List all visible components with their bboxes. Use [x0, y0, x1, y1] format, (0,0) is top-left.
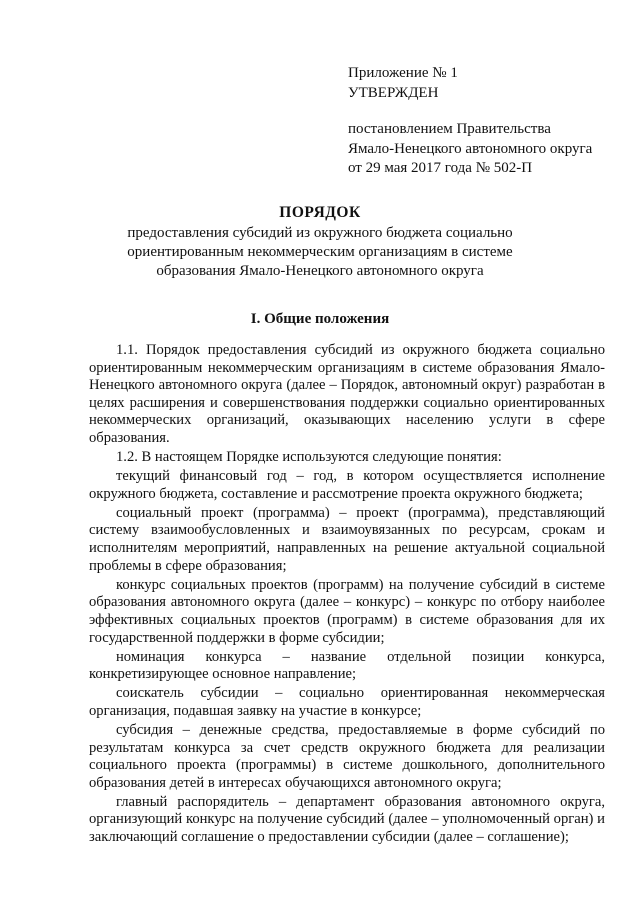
definition-nomination: номинация конкурса – название отдельной позиции конкурса, конкретизирующее основное направление;	[89, 648, 605, 683]
definition-main-manager: главный распорядитель – департамент образования автономного округа, организующий конкурс на получение субсидий (далее – уполномоченный орган) и заключающий соглашение о предоставлении субсидии (далее – соглашение);	[89, 793, 605, 846]
definition-applicant: соискатель субсидии – социально ориентированная некоммерческая организация, подавшая заявку на участие в конкурсе;	[89, 685, 605, 719]
body-text	[89, 342, 605, 848]
document-subtitle	[100, 224, 540, 281]
subtitle-line-3: образования Ямало-Ненецкого автономного округа	[156, 263, 484, 279]
section-heading: I. Общие положения	[250, 311, 390, 327]
definition-contest: конкурс социальных проектов (программ) на получение субсидий в системе образования автономного округа (далее – конкурс) – конкурс по отбору наиболее эффективных социальных проектов (программ) в системе образования для их государственной поддержки в форме субсидии;	[89, 576, 605, 646]
approval-line-1: постановлением Правительства	[348, 121, 551, 137]
paragraph-1-1: 1.1. Порядок предоставления субсидий из окружного бюджета социально ориентированным некоммерческим организациям в системе образования Ямало-Ненецкого автономного округа (далее – Порядок, автономный округ) разработан в целях расширения и совершенствования поддержки социально ориентированных некоммерческих организаций, оказывающих населению услуги в сфере образования.	[89, 342, 605, 446]
approval-line-2: Ямало-Ненецкого автономного округа	[348, 140, 593, 157]
definition-social-project: социальный проект (программа) – проект (программа), представляющий систему взаимообусловленных и взаимоувязанных по ресурсам, срокам и исполнителям мероприятий, направленных на решение актуальной социальной проблемы в сфере образования;	[89, 504, 605, 574]
subtitle-line-2: ориентированным некоммерческим организациям в системе	[127, 244, 513, 260]
approval-line-3: от 29 мая 2017 года № 502-П	[348, 160, 533, 176]
document-title: ПОРЯДОК	[279, 204, 361, 221]
subtitle-line-1: предоставления субсидий из окружного бюджета социально	[127, 225, 513, 241]
annex-block	[348, 64, 618, 179]
definition-financial-year: текущий финансовый год – год, в котором осуществляется исполнение окружного бюджета, составление и рассмотрение проекта окружного бюджета;	[89, 468, 605, 502]
definition-subsidy: субсидия – денежные средства, предоставляемые в форме субсидий по результатам конкурса за счет средств окружного бюджета для реализации социального проекта (программы) в системе дошкольного, дополнительного образования детей в интересах обучающихся автономного округа;	[89, 721, 605, 791]
approved-label: УТВЕРЖДЕН	[348, 84, 439, 101]
appendix-label: Приложение № 1	[348, 65, 458, 81]
paragraph-1-2: 1.2. В настоящем Порядке используются следующие понятия:	[116, 449, 502, 466]
